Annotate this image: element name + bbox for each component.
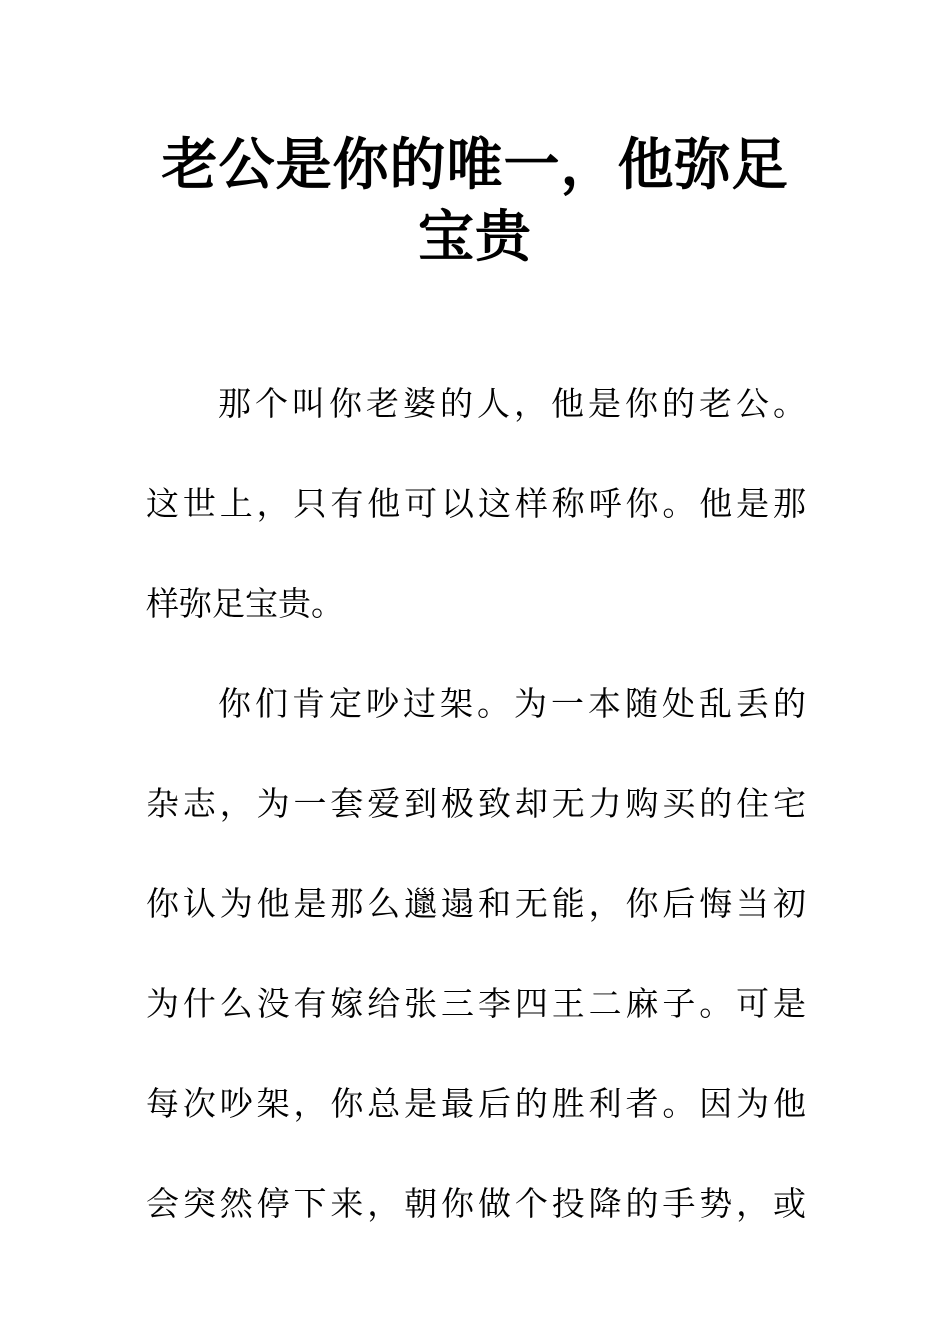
document-title (150, 130, 800, 274)
title-line-2: 宝贵 (418, 205, 532, 270)
body-line: 这世上，只有他可以这样称呼你。他是那 (146, 484, 806, 523)
body-line: 会突然停下来，朝你做个投降的手势，或 (146, 1184, 806, 1223)
body-line: 你认为他是那么邋遢和无能，你后悔当初 (146, 884, 806, 923)
title-line-1: 老公是你的唯一，他弥足 (161, 133, 789, 198)
body-line: 每次吵架，你总是最后的胜利者。因为他 (146, 1084, 806, 1123)
body-line: 样弥足宝贵。 (146, 584, 344, 623)
body-line: 为什么没有嫁给张三李四王二麻子。可是 (146, 984, 806, 1023)
body-line: 那个叫你老婆的人，他是你的老公。 (218, 384, 806, 423)
body-line: 你们肯定吵过架。为一本随处乱丢的 (218, 684, 806, 723)
body-line: 杂志，为一套爱到极致却无力购买的住宅 (146, 784, 806, 823)
